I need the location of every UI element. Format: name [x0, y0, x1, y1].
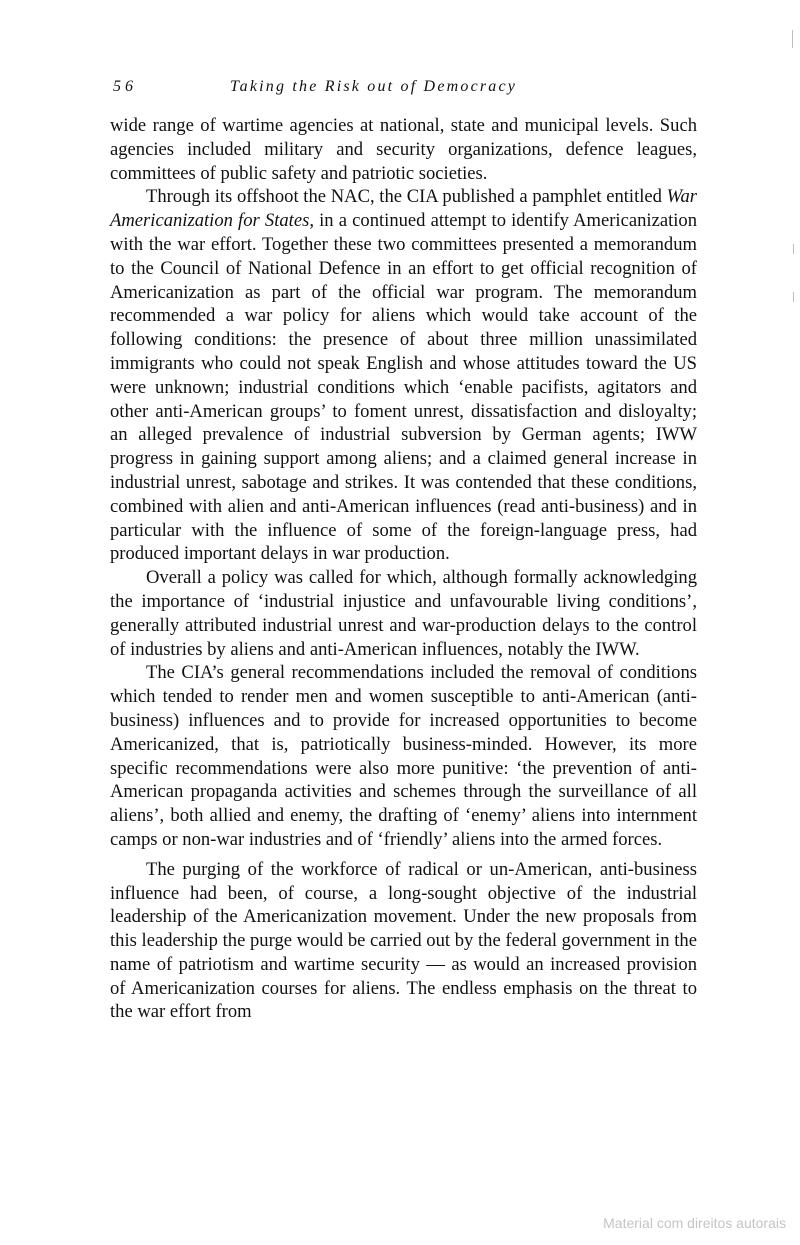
page-number: 56 [113, 78, 137, 95]
pamphlet-title: War Americanization for States, [110, 186, 697, 232]
paragraph: Through its offshoot the NAC, the CIA published a pamphlet entitled War Americanization for States, in a continued attempt to identify Americanization with the war effort. Together these two committees presented a memorandum to the Council of National Defence in an effort to get official recognition of Americanization as part of the official war program. The memorandum recommended a war policy for aliens which would take account of the following conditions: the presence of about three million unassimilated immigrants who could not speak English and whose attitudes toward the US were unknown; industrial conditions which ‘enable pacifists, agitators and other anti-American groups’ to foment unrest, dissatisfaction and disloyalty; an alleged prevalence of industrial subversion by German agents; IWW progress in gaining support among aliens; and a claimed general increase in industrial unrest, sabotage and strikes. It was contended that these conditions, combined with alien and anti-American influences (read anti-business) and in particular with the influence of some of the foreign-language press, had produced important delays in war production. [110, 186, 697, 565]
paragraph: The CIA’s general recommendations included the removal of conditions which tended to render men and women susceptible to anti-American (anti-business) influences and to provide for increased opportunities to become Americanized, that is, patriotically business-minded. However, its more specific recommendations were also more punitive: ‘the prevention of anti-American propaganda activities and schemes through the surveillance of all aliens’, both allied and enemy, the drafting of ‘enemy’ aliens into internment camps or non-war industries and of ‘friendly’ aliens into the armed forces. [110, 662, 697, 850]
page-edge-mark [792, 30, 793, 48]
page-edge-mark [793, 292, 794, 302]
body-text [110, 114, 697, 1024]
paragraph: wide range of wartime agencies at national, state and municipal levels. Such agencies included military and security organizations, defence leagues, committees of public safety and patriotic societies. [110, 115, 697, 184]
running-header [113, 78, 703, 102]
paragraph: The purging of the workforce of radical or un-American, anti-business influence had been, of course, a long-sought objective of the industrial leadership of the Americanization movement. Under the new proposals from this leadership the purge would be carried out by the federal government in the name of patriotism and wartime security — as would an increased provision of Americanization courses for aliens. The endless emphasis on the threat to the war effort from [110, 858, 697, 1023]
page-edge-mark [793, 244, 794, 254]
copyright-watermark: Material com direitos autorais [603, 1215, 786, 1231]
running-title: Taking the Risk out of Democracy [230, 78, 518, 95]
paragraph: Overall a policy was called for which, although formally acknowledging the importance of ‘industrial injustice and unfavourable living conditions’, generally attributed industrial unrest and war-production delays to the control of industries by aliens and anti-American influences, notably the IWW. [110, 567, 697, 660]
